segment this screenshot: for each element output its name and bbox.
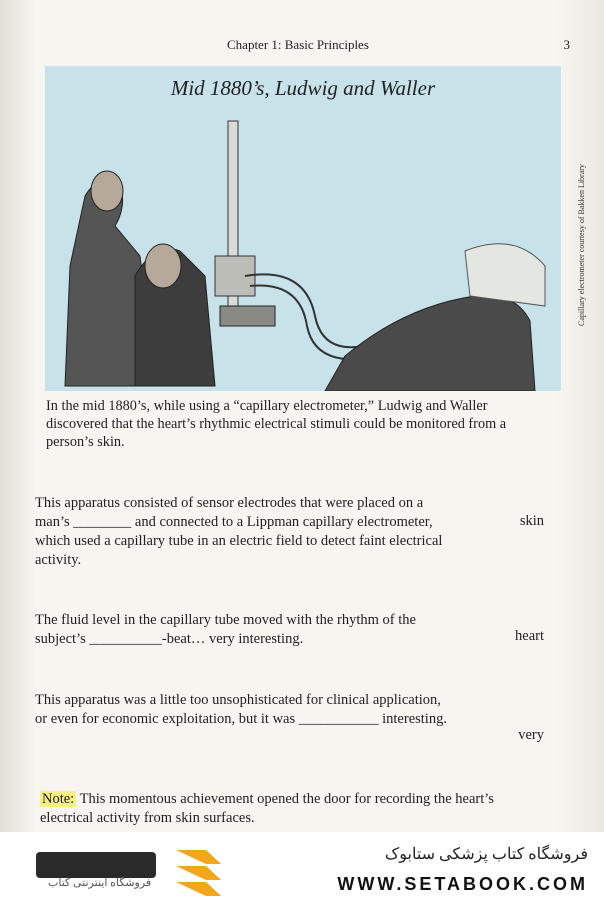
chapter-title: Chapter 1: Basic Principles — [227, 37, 369, 52]
frame-1-answer: skin — [519, 513, 544, 529]
note-text: This momentous achievement opened the door for recording the heart’s electrical activity from skin surfaces. — [40, 791, 494, 826]
frame-3-text: This apparatus was a little too unsophisticated for clinical application, or even for economic exploitation, but it was ___________ interesting. — [35, 692, 447, 727]
setabook-logo[interactable] — [26, 842, 226, 900]
frame-2-answer: heart — [515, 628, 544, 644]
electrometer-engraving — [45, 66, 561, 391]
frame-1-text: This apparatus consisted of sensor electrodes that were placed on a man’s ________ and connected to a Lippman capillary electrometer, which used a capillary tube in an electric field to detect faint electrical activity. — [35, 495, 443, 568]
page-header — [0, 37, 604, 57]
frame-2-text: The fluid level in the capillary tube moved with the rhythm of the subject’s __________-beat… very interesting. — [35, 612, 416, 647]
store-url[interactable]: WWW.SETABOOK.COM — [337, 874, 588, 894]
store-name: فروشگاه کتاب پزشکی ستابوک — [384, 846, 588, 863]
store-footer — [0, 832, 604, 906]
frame-3-answer: very — [518, 727, 544, 743]
page-number: 3 — [563, 37, 570, 52]
image-credit: Capillary electrometer courtesy of Bakken Library — [577, 164, 586, 326]
logo-tagline: فروشگاه اینترنتی کتاب — [48, 877, 152, 889]
note-box — [40, 790, 510, 828]
figure-caption: In the mid 1880’s, while using a “capillary electrometer,” Ludwig and Waller discovered that the heart’s rhythmic electrical stimuli could be monitored from a person’s skin. — [46, 398, 507, 450]
note-label: Note: — [42, 791, 75, 807]
historical-illustration — [45, 66, 586, 391]
figure-title: Mid 1880’s, Ludwig and Waller — [170, 76, 436, 100]
